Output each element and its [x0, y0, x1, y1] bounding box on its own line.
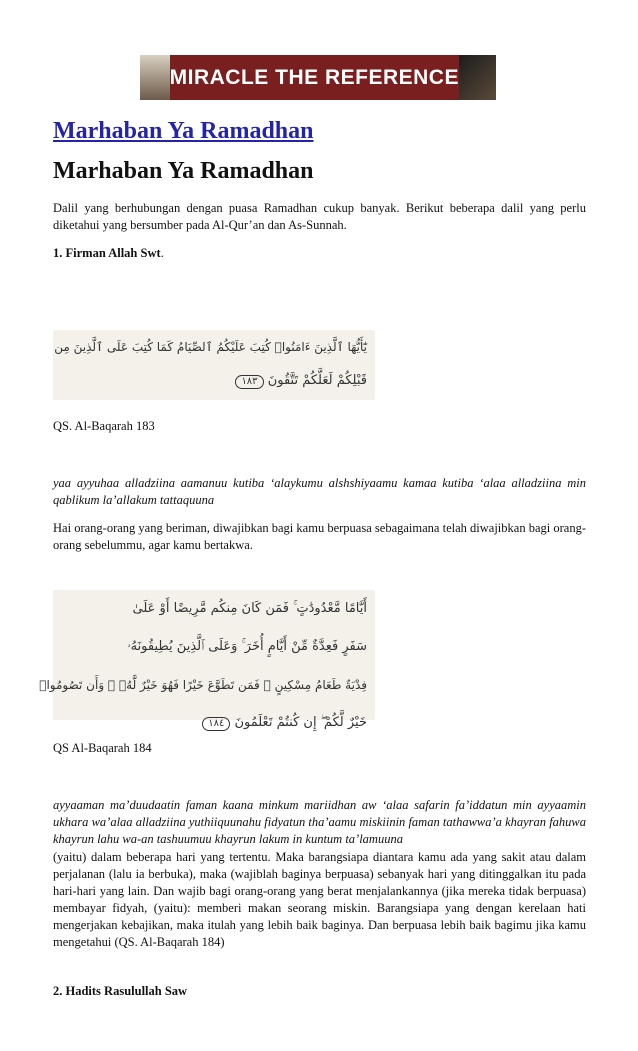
- verse-183-line-1: يَٰٓأَيُّهَا ٱلَّذِينَ ءَامَنُوا۟ كُتِبَ عَلَيْكُمُ ٱلصِّيَامُ كَمَا كُتِبَ عَلَى ٱلَّذِينَ مِن: [54, 340, 367, 354]
- verse-183-transliteration: yaa ayyuhaa alladziina aamanuu kutiba ‘alaykumu alshshiyaamu kamaa kutiba ‘alaa alladziina min qablikum la’allakum tattaquuna: [53, 476, 586, 507]
- verse-184-line-2: سَفَرٍ فَعِدَّةٌ مِّنْ أَيَّامٍ أُخَرَ ۚ وَعَلَى ٱلَّذِينَ يُطِيقُونَهُۥ: [127, 639, 367, 654]
- verse-184-caption: QS Al-Baqarah 184: [53, 741, 152, 755]
- verse-183-number: ١٨٣: [235, 375, 263, 389]
- header-banner[interactable]: [140, 55, 496, 100]
- verse-183-translation: Hai orang-orang yang beriman, diwajibkan bagi kamu berpuasa sebagaimana telah diwajibkan bagi orang-orang sebelummu, agar kamu bertakwa.: [53, 521, 586, 552]
- section-2-heading: 2. Hadits Rasulullah Saw: [53, 984, 188, 998]
- verse-184-image: [39, 590, 375, 730]
- verse-184-line-3: فِدْيَةٌ طَعَامُ مِسْكِينٍ ۖ فَمَن تَطَوَّعَ خَيْرًا فَهُوَ خَيْرٌ لَّهُۥ ۚ وَأَن تَصُومُوا۟: [39, 678, 367, 692]
- verse-183-image: [53, 330, 375, 400]
- verse-184-number: ١٨٤: [202, 717, 230, 731]
- verse-183-line-2-wrap: [53, 364, 375, 398]
- banner-photo: [140, 55, 170, 100]
- verse-184-translation: (yaitu) dalam beberapa hari yang tertentu. Maka barangsiapa diantara kamu ada yang sakit atau dalam perjalanan (lalu ia berbuka), maka (wajiblah baginya berpuasa) sebanyak hari yang ditinggalkan itu pada hari-hari yang lain. Dan wajib bagi orang-orang yang berat menjalankannya (jika mereka tidak berpuasa) membayar fidyah, (yaitu): memberi makan seorang miskin. Barangsiapa yang dengan kerelaan hati mengerjakan kebajikan, maka itulah yang lebih baik baginya. Dan berpuasa lebih baik bagimu jika kamu mengetahui (QS. Al-Baqarah 184): [53, 850, 586, 949]
- section-1-label: 1. Firman Allah Swt: [53, 246, 161, 260]
- intro-paragraph: Dalil yang berhubungan dengan puasa Ramadhan cukup banyak. Berikut beberapa dalil yang perlu diketahui yang bersumber pada Al-Qur’an dan As-Sunnah.: [53, 201, 586, 232]
- section-1-suffix: .: [160, 246, 164, 260]
- verse-184-line-4: خَيْرٌ لَّكُمْ ۖ إِن كُنتُمْ تَعْلَمُونَ: [234, 715, 367, 730]
- section-1-heading: [53, 245, 586, 262]
- post-title: Marhaban Ya Ramadhan: [53, 158, 314, 184]
- verse-183-caption: QS. Al-Baqarah 183: [53, 419, 155, 433]
- post-title-link[interactable]: Marhaban Ya Ramadhan: [53, 118, 314, 144]
- banner-book-image: [459, 55, 496, 100]
- verse-183-line-2: قَبْلِكُمْ لَعَلَّكُمْ تَتَّقُونَ: [267, 373, 367, 388]
- verse-184-line-4-wrap: [53, 704, 375, 742]
- banner-brand-text: MIRACLE THE REFERENCE: [169, 65, 459, 89]
- verse-184-line-1: أَيَّامًا مَّعْدُودَٰتٍ ۚ فَمَن كَانَ مِنكُم مَّرِيضًا أَوْ عَلَىٰ: [132, 601, 367, 616]
- verse-184-transliteration: ayyaaman ma’duudaatin faman kaana minkum mariidhan aw ‘alaa safarin fa’iddatun min ayyaamin ukhara wa’alaa alladziina yuthiiquunahu fidyatun tha’aamu miskiinin faman tathawwa’a khayran fahuwa khayrun lahu wa-an tashuumuu khayrun lakum in kuntum ta’lamuuna: [53, 798, 586, 846]
